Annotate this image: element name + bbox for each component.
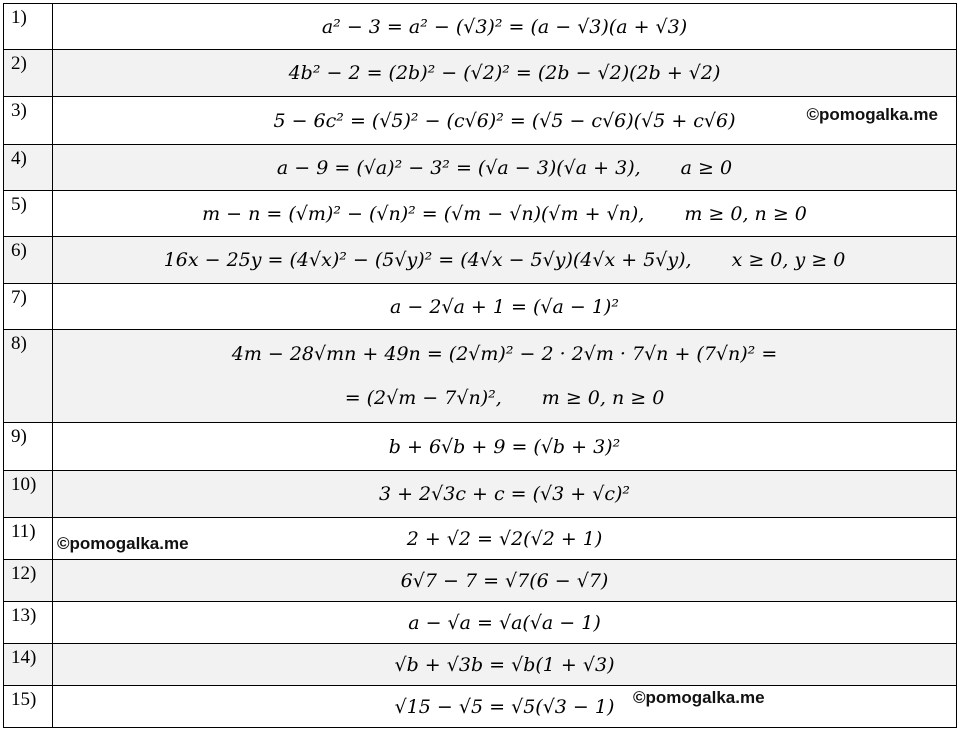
expression-cell	[53, 50, 957, 97]
expression-line	[53, 376, 956, 420]
expression-text: 2 + √2 = √2(√2 + 1)	[406, 527, 603, 550]
expression-line	[53, 696, 956, 718]
expression-cell	[53, 284, 957, 330]
expression-line	[53, 16, 956, 38]
row-number: 14)	[4, 644, 53, 686]
table-row	[4, 644, 957, 686]
table-row	[4, 191, 957, 237]
expression-cell	[53, 686, 957, 728]
row-number: 13)	[4, 602, 53, 644]
condition-text: m ≥ 0, n ≥ 0	[684, 202, 807, 225]
row-number: 2)	[4, 50, 53, 97]
expression-line	[53, 62, 956, 84]
watermark-text: ©pomogalka.me	[633, 688, 765, 707]
watermark-text: ©pomogalka.me	[806, 105, 938, 124]
table-row	[4, 518, 957, 560]
table-row	[4, 423, 957, 471]
table-row	[4, 145, 957, 191]
row-number: 15)	[4, 686, 53, 728]
expression-line	[53, 570, 956, 592]
expression-cell	[53, 471, 957, 518]
row-number: 7)	[4, 284, 53, 330]
expression-text: = (2√m − 7√n)²,	[344, 387, 502, 409]
expression-cell	[53, 97, 957, 145]
expression-line	[53, 332, 956, 376]
row-number: 8)	[4, 330, 53, 423]
row-number: 9)	[4, 423, 53, 471]
expression-text: a − 2√a + 1 = (√a − 1)²	[390, 295, 619, 318]
expression-cell	[53, 423, 957, 471]
expression-text: m − n = (√m)² − (√n)² = (√m − √n)(√m + √n),	[202, 202, 645, 225]
expression-text: 3 + 2√3c + c = (√3 + √c)²	[378, 483, 631, 505]
row-number: 1)	[4, 4, 53, 50]
expression-cell	[53, 4, 957, 50]
expression-cell	[53, 145, 957, 191]
table-row	[4, 602, 957, 644]
row-number: 12)	[4, 560, 53, 602]
condition-text: a ≥ 0	[680, 156, 733, 179]
expression-text: b + 6√b + 9 = (√b + 3)²	[388, 435, 621, 458]
table-row	[4, 284, 957, 330]
condition-text: x ≥ 0, y ≥ 0	[731, 249, 846, 271]
expression-text: a² − 3 = a² − (√3)² = (a − √3)(a + √3)	[321, 15, 688, 38]
expression-text: 5 − 6c² = (√5)² − (c√6)² = (√5 − c√6)(√5 + c√6)	[273, 109, 736, 132]
row-number: 10)	[4, 471, 53, 518]
expression-cell	[53, 560, 957, 602]
table-row	[4, 471, 957, 518]
expression-line	[53, 483, 956, 505]
table-row	[4, 686, 957, 728]
expression-text: 4b² − 2 = (2b)² − (√2)² = (2b − √2)(2b + √2)	[288, 62, 721, 84]
expression-cell	[53, 237, 957, 284]
row-number: 6)	[4, 237, 53, 284]
expression-line	[53, 203, 956, 225]
expression-cell	[53, 191, 957, 237]
expression-line	[53, 436, 956, 458]
expression-text: a − 9 = (√a)² − 3² = (√a − 3)(√a + 3),	[276, 156, 641, 179]
exercise-table	[3, 3, 957, 728]
expression-cell	[53, 644, 957, 686]
table-row	[4, 50, 957, 97]
expression-line	[53, 296, 956, 318]
expression-text: 6√7 − 7 = √7(6 − √7)	[400, 569, 609, 592]
expression-cell	[53, 330, 957, 423]
row-number: 3)	[4, 97, 53, 145]
expression-line	[53, 249, 956, 271]
watermark-text: ©pomogalka.me	[57, 534, 189, 553]
row-number: 4)	[4, 145, 53, 191]
expression-line	[53, 612, 956, 634]
expression-line	[53, 157, 956, 179]
table-row	[4, 560, 957, 602]
expression-text: 16x − 25y = (4√x)² − (5√y)² = (4√x − 5√y)(4√x + 5√y),	[163, 249, 692, 271]
expression-text: √b + √3b = √b(1 + √3)	[394, 653, 615, 676]
row-number: 11)	[4, 518, 53, 560]
expression-text: a − √a = √a(√a − 1)	[408, 611, 601, 634]
expression-line	[53, 654, 956, 676]
table-row	[4, 237, 957, 284]
table-row	[4, 4, 957, 50]
expression-cell	[53, 602, 957, 644]
condition-text: m ≥ 0, n ≥ 0	[541, 387, 665, 409]
expression-text: √15 − √5 = √5(√3 − 1)	[394, 695, 615, 718]
expression-text: 4m − 28√mn + 49n = (2√m)² − 2 · 2√m · 7√n + (7√n)² =	[231, 343, 778, 365]
expression-cell	[53, 518, 957, 560]
table-row	[4, 97, 957, 145]
row-number: 5)	[4, 191, 53, 237]
table-row	[4, 330, 957, 423]
